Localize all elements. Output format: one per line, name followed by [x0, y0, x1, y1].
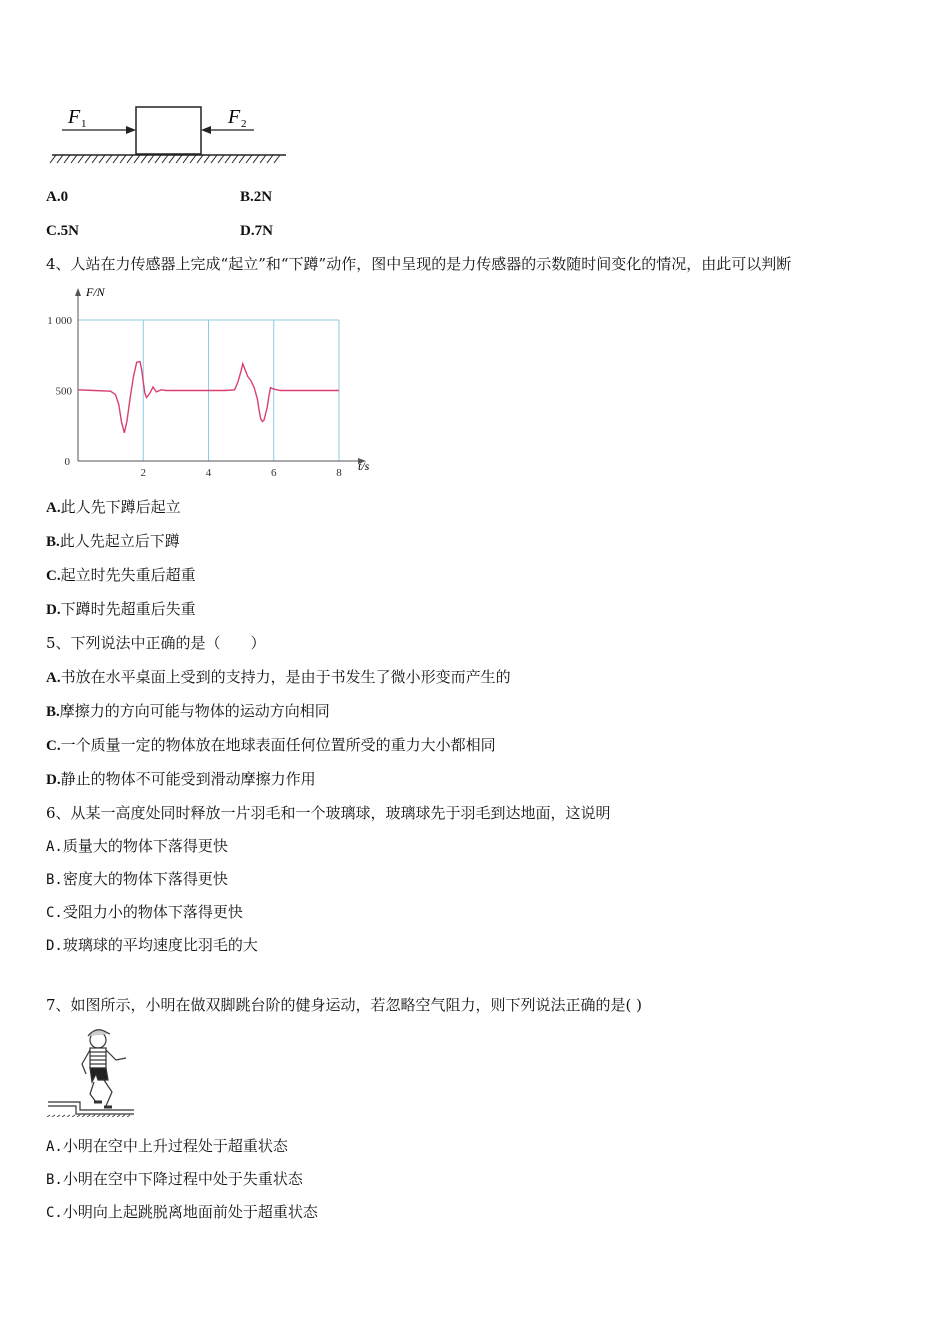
x-tick-label: 4 [205, 467, 212, 479]
q3-option-d[interactable]: D.7N [240, 223, 273, 239]
hatch-mark [71, 155, 77, 163]
hatch-mark [113, 155, 119, 163]
y-tick-label: 1 000 [47, 315, 72, 327]
hatch-mark [72, 1115, 75, 1117]
f1-label: F [68, 106, 81, 128]
f2-label: F [228, 106, 241, 128]
q7-stem: 7、如图所示，小明在做双脚跳台阶的健身运动，若忽略空气阻力，则下列说法正确的是( ) [46, 996, 643, 1014]
hatch-mark [225, 155, 231, 163]
hatch-mark [267, 155, 273, 163]
hatch-mark [197, 155, 203, 163]
hatch-mark [64, 155, 70, 163]
hatch-mark [190, 155, 196, 163]
f1-subscript: 1 [81, 118, 87, 130]
hatch-mark [78, 155, 84, 163]
q5-stem: 5、下列说法中正确的是（ ） [46, 634, 266, 652]
hatch-mark [62, 1115, 65, 1117]
hatch-mark [82, 1115, 85, 1117]
hatch-mark [77, 1115, 80, 1117]
hatch-mark [246, 155, 252, 163]
hatch-mark [274, 155, 280, 163]
q3-option-a[interactable]: A.0 [46, 189, 69, 205]
x-tick-label: 8 [336, 467, 342, 479]
x-tick-label: 2 [140, 467, 146, 479]
hatch-mark [107, 1115, 110, 1117]
q3-option-c[interactable]: C.5N [46, 223, 79, 239]
x-tick-label: 6 [271, 467, 277, 479]
hatch-mark [183, 155, 189, 163]
hatch-mark [57, 1115, 60, 1117]
y-axis-label: F/N [86, 285, 105, 299]
hatch-mark [260, 155, 266, 163]
q3-option-b[interactable]: B.2N [240, 189, 273, 205]
q6-option-b[interactable]: B.密度大的物体下落得更快 [46, 870, 228, 888]
q6-option-a[interactable]: A.质量大的物体下落得更快 [46, 837, 228, 855]
q7-option-b[interactable]: B.小明在空中下降过程中处于失重状态 [46, 1170, 303, 1188]
hatch-mark [102, 1115, 105, 1117]
q7-boy-jumping-illustration [46, 1022, 136, 1117]
hatch-mark [162, 155, 168, 163]
q5-option-a[interactable]: A.书放在水平桌面上受到的支持力，是由于书发生了微小形变而产生的 [46, 668, 511, 686]
hatch-mark [120, 155, 126, 163]
q5-option-b[interactable]: B.摩擦力的方向可能与物体的运动方向相同 [46, 702, 330, 720]
q5-option-d[interactable]: D.静止的物体不可能受到滑动摩擦力作用 [46, 770, 316, 788]
hatch-mark [232, 155, 238, 163]
hatch-mark [155, 155, 161, 163]
q3-force-diagram [46, 100, 296, 170]
hatch-mark [106, 155, 112, 163]
hatch-mark [99, 155, 105, 163]
q4-option-c[interactable]: C.起立时先失重后超重 [46, 566, 196, 584]
q5-option-c[interactable]: C.一个质量一定的物体放在地球表面任何位置所受的重力大小都相同 [46, 736, 496, 754]
hatch-mark [239, 155, 245, 163]
hatch-mark [134, 155, 140, 163]
f2-subscript: 2 [241, 118, 247, 130]
q4-option-a[interactable]: A.此人先下蹲后起立 [46, 498, 181, 516]
hatch-mark [50, 155, 56, 163]
q4-option-d[interactable]: D.下蹲时先超重后失重 [46, 600, 196, 618]
hatch-mark [117, 1115, 120, 1117]
hatch-mark [176, 155, 182, 163]
block [136, 107, 201, 154]
hatch-mark [122, 1115, 125, 1117]
hatch-mark [141, 155, 147, 163]
hatch-mark [67, 1115, 70, 1117]
hatch-mark [169, 155, 175, 163]
hatch-mark [47, 1115, 50, 1117]
hatch-mark [52, 1115, 55, 1117]
hatch-mark [127, 155, 133, 163]
hatch-mark [92, 1115, 95, 1117]
q4-option-b[interactable]: B.此人先起立后下蹲 [46, 532, 180, 550]
hatch-mark [211, 155, 217, 163]
q4-stem: 4、人站在力传感器上完成“起立”和“下蹲”动作，图中呈现的是力传感器的示数随时间变化的情况，由此可以判断 [46, 255, 792, 273]
y-tick-label: 0 [64, 456, 70, 468]
hatch-mark [112, 1115, 115, 1117]
q7-option-c[interactable]: C.小明向上起跳脱离地面前处于超重状态 [46, 1203, 318, 1221]
hatch-mark [218, 155, 224, 163]
hatch-mark [127, 1115, 130, 1117]
ground-hatching [50, 155, 286, 163]
hatch-mark [148, 155, 154, 163]
hatch-mark [85, 155, 91, 163]
hatch-mark [204, 155, 210, 163]
force-time-chart [40, 282, 380, 482]
q6-stem: 6、从某一高度处同时释放一片羽毛和一个玻璃球，玻璃球先于羽毛到达地面，这说明 [46, 804, 611, 822]
q6-option-c[interactable]: C.受阻力小的物体下落得更快 [46, 903, 243, 921]
hatch-mark [253, 155, 259, 163]
y-axis-arrow [75, 288, 81, 296]
hatch-mark [87, 1115, 90, 1117]
q6-option-d[interactable]: D.玻璃球的平均速度比羽毛的大 [46, 936, 258, 954]
x-axis-label: t/s [358, 459, 370, 473]
hatch-mark [57, 155, 63, 163]
q7-option-a[interactable]: A.小明在空中上升过程处于超重状态 [46, 1137, 288, 1155]
y-tick-label: 500 [55, 385, 72, 398]
hatch-mark [92, 155, 98, 163]
hatch-mark [97, 1115, 100, 1117]
